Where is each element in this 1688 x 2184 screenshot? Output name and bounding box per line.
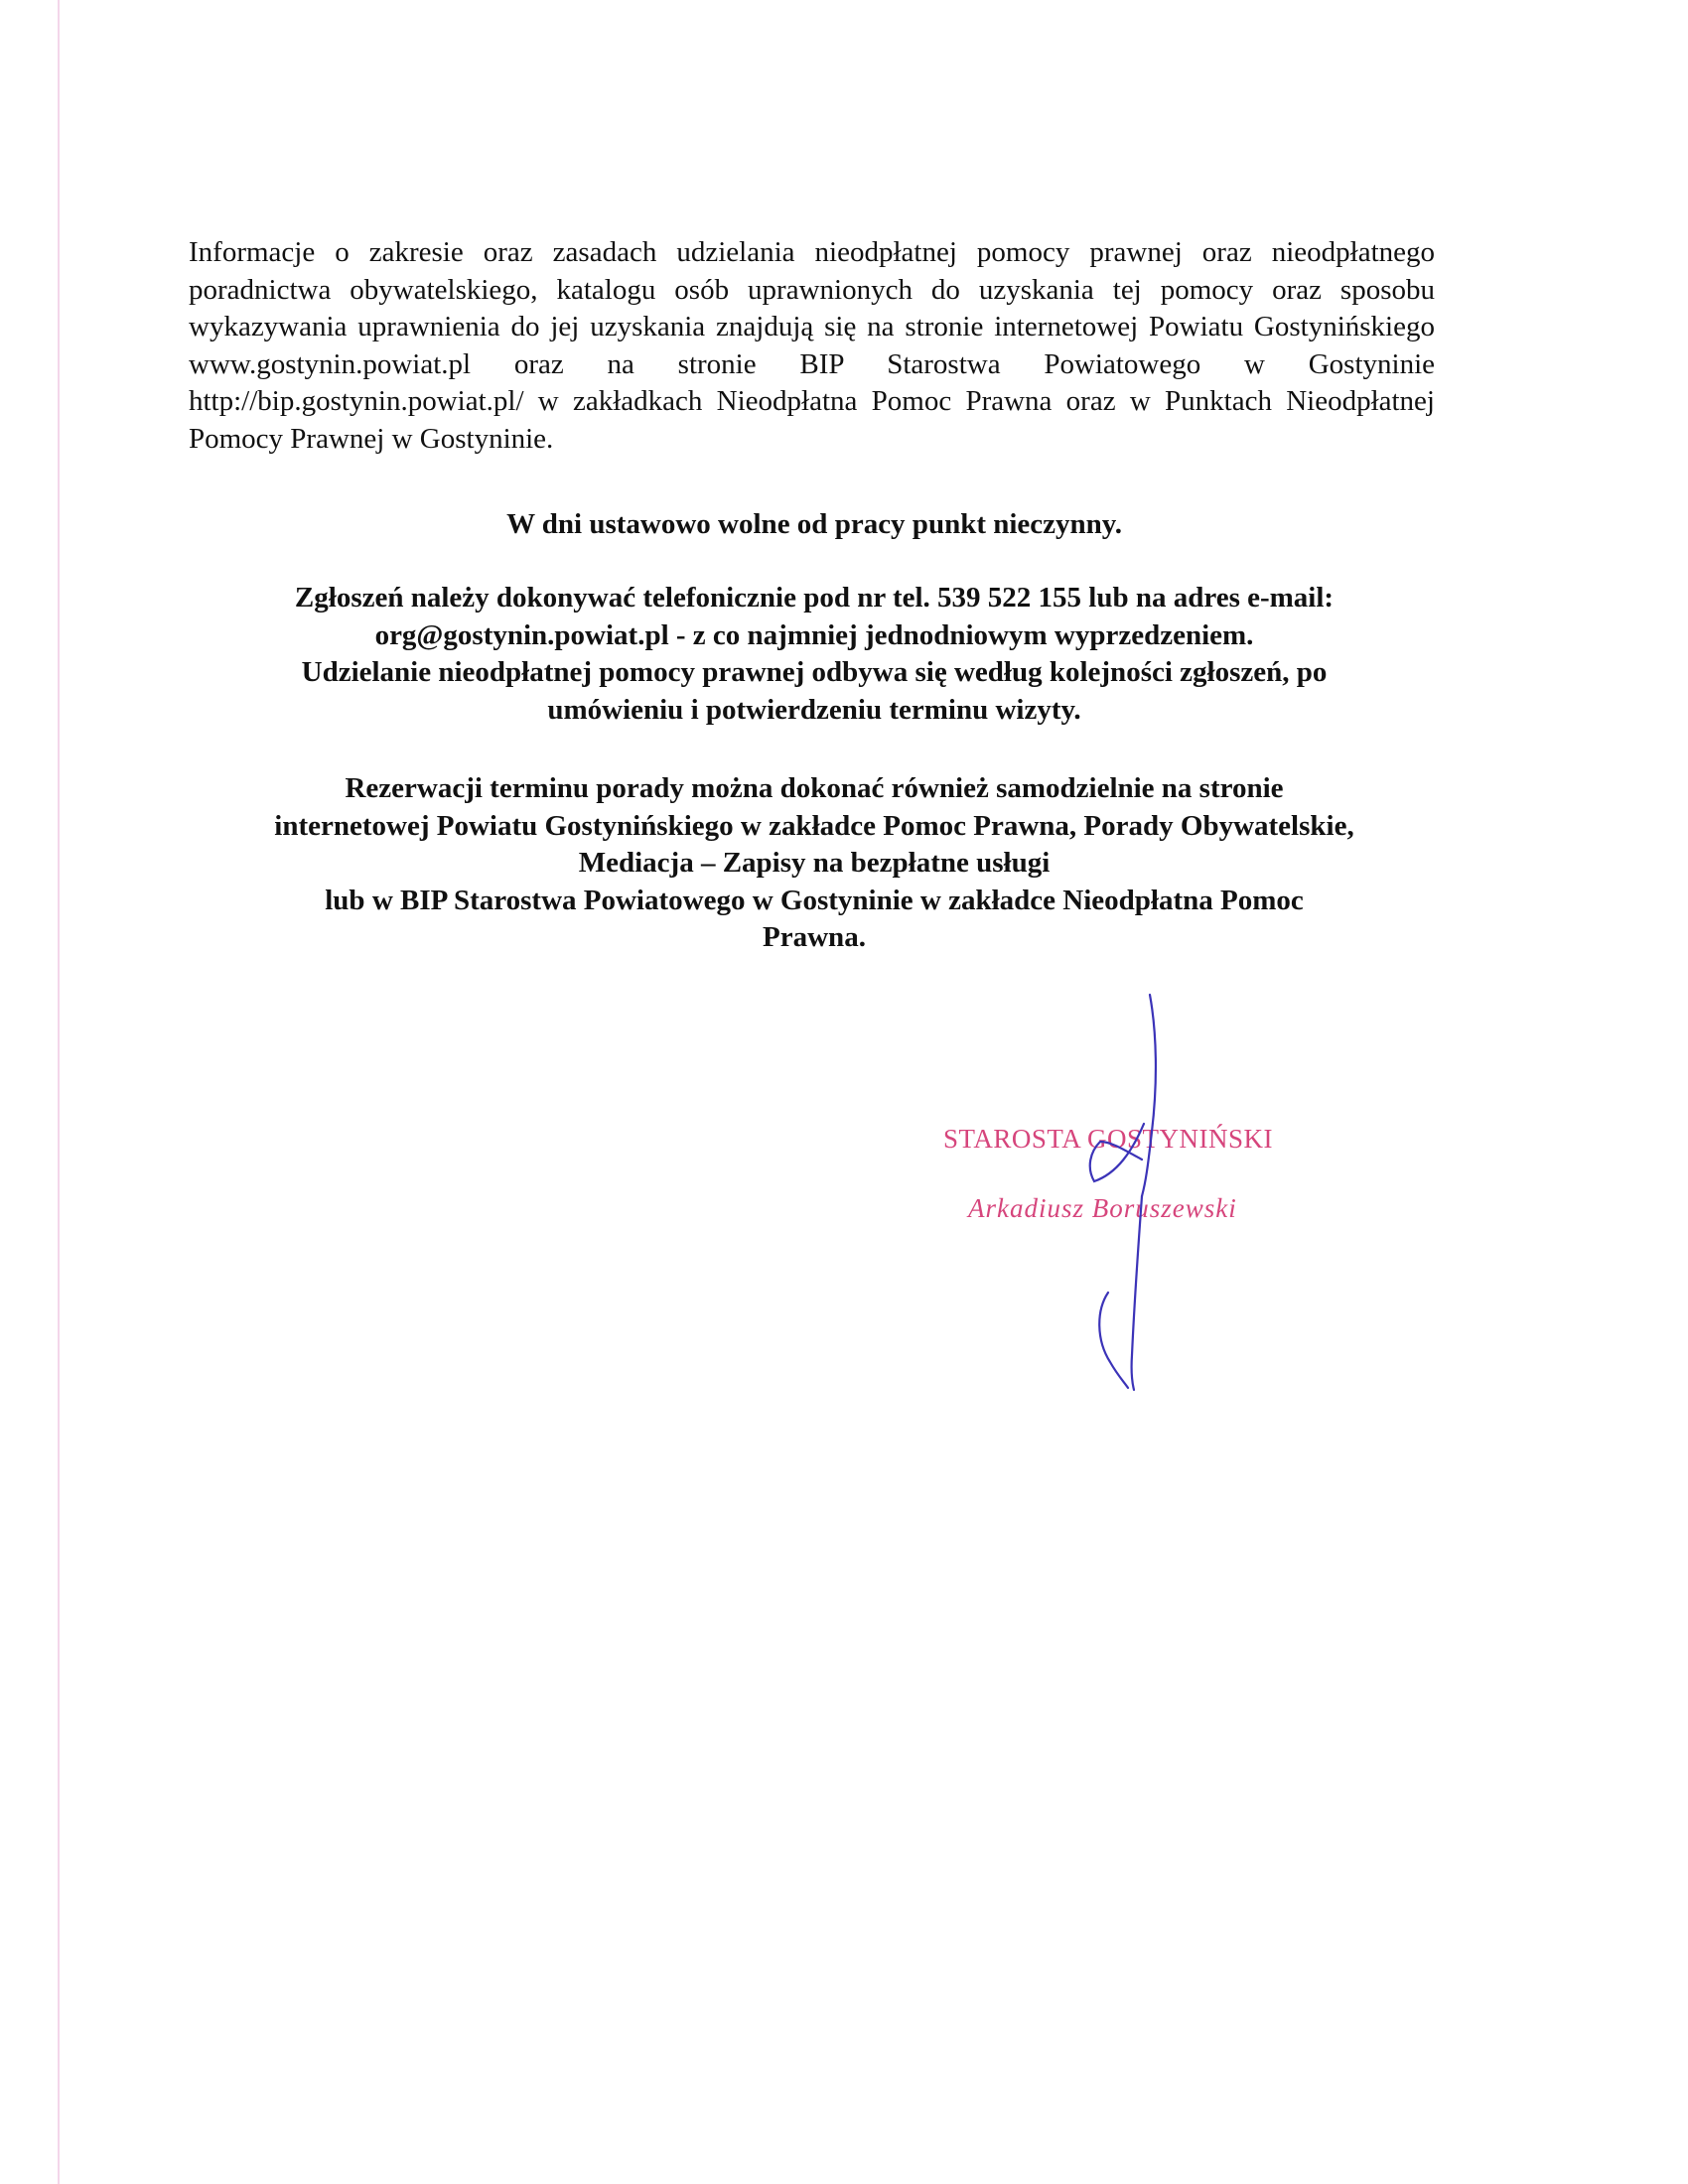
reservation-instructions <box>179 770 1450 957</box>
stamp-title: STAROSTA GOSTYNIŃSKI <box>943 1124 1273 1154</box>
reservation-line: Prawna. <box>763 921 866 953</box>
contact-line: Zgłoszeń należy dokonywać telefonicznie pod nr tel. 539 522 155 lub na adres e-mail: <box>294 582 1335 614</box>
signature-stroke <box>1090 1124 1144 1181</box>
signature-stroke <box>1099 1293 1128 1388</box>
reservation-line: internetowej Powiatu Gostynińskiego w zakładce Pomoc Prawna, Porady Obywatelskie, <box>274 809 1354 842</box>
info-paragraph: Informacje o zakresie oraz zasadach udzielania nieodpłatnej pomocy prawnej oraz nieodpłatnego poradnictwa obywatelskiego, katalogu osób uprawnionych do uzyskania tej pomocy oraz sposobu wykazywania uprawnienia do jej uzyskania znajdują się na stronie internetowej Powiatu Gostynińskiego www.gostynin.powiat.pl oraz na stronie BIP Starostwa Powiatowego w Gostyninie http://bip.gostynin.powiat.pl/ w zakładkach Nieodpłatna Pomoc Prawna oraz w Punktach Nieodpłatnej Pomocy Prawnej w Gostyninie. <box>189 236 1435 455</box>
handwritten-signature <box>1072 993 1192 1400</box>
stamp-name: Arkadiusz Boruszewski <box>968 1193 1237 1223</box>
reservation-line: Mediacja – Zapisy na bezpłatne usługi <box>578 847 1051 879</box>
signature-stroke <box>1142 995 1156 1196</box>
reservation-line: lub w BIP Starostwa Powiatowego w Gostyninie w zakładce Nieodpłatna Pomoc <box>325 884 1304 916</box>
contact-line: umówieniu i potwierdzeniu terminu wizyty. <box>547 693 1081 726</box>
contact-instructions <box>179 580 1450 729</box>
scan-edge-line <box>58 0 60 2184</box>
signature-stroke <box>1132 1196 1142 1390</box>
contact-line: Udzielanie nieodpłatnej pomocy prawnej odbywa się według kolejności zgłoszeń, po <box>301 656 1328 688</box>
reservation-line: Rezerwacji terminu porady można dokonać również samodzielnie na stronie <box>345 772 1284 804</box>
contact-line: org@gostynin.powiat.pl - z co najmniej jednodniowym wyprzedzeniem. <box>374 618 1254 651</box>
closed-days-notice: W dni ustawowo wolne od pracy punkt nieczynny. <box>506 508 1122 540</box>
